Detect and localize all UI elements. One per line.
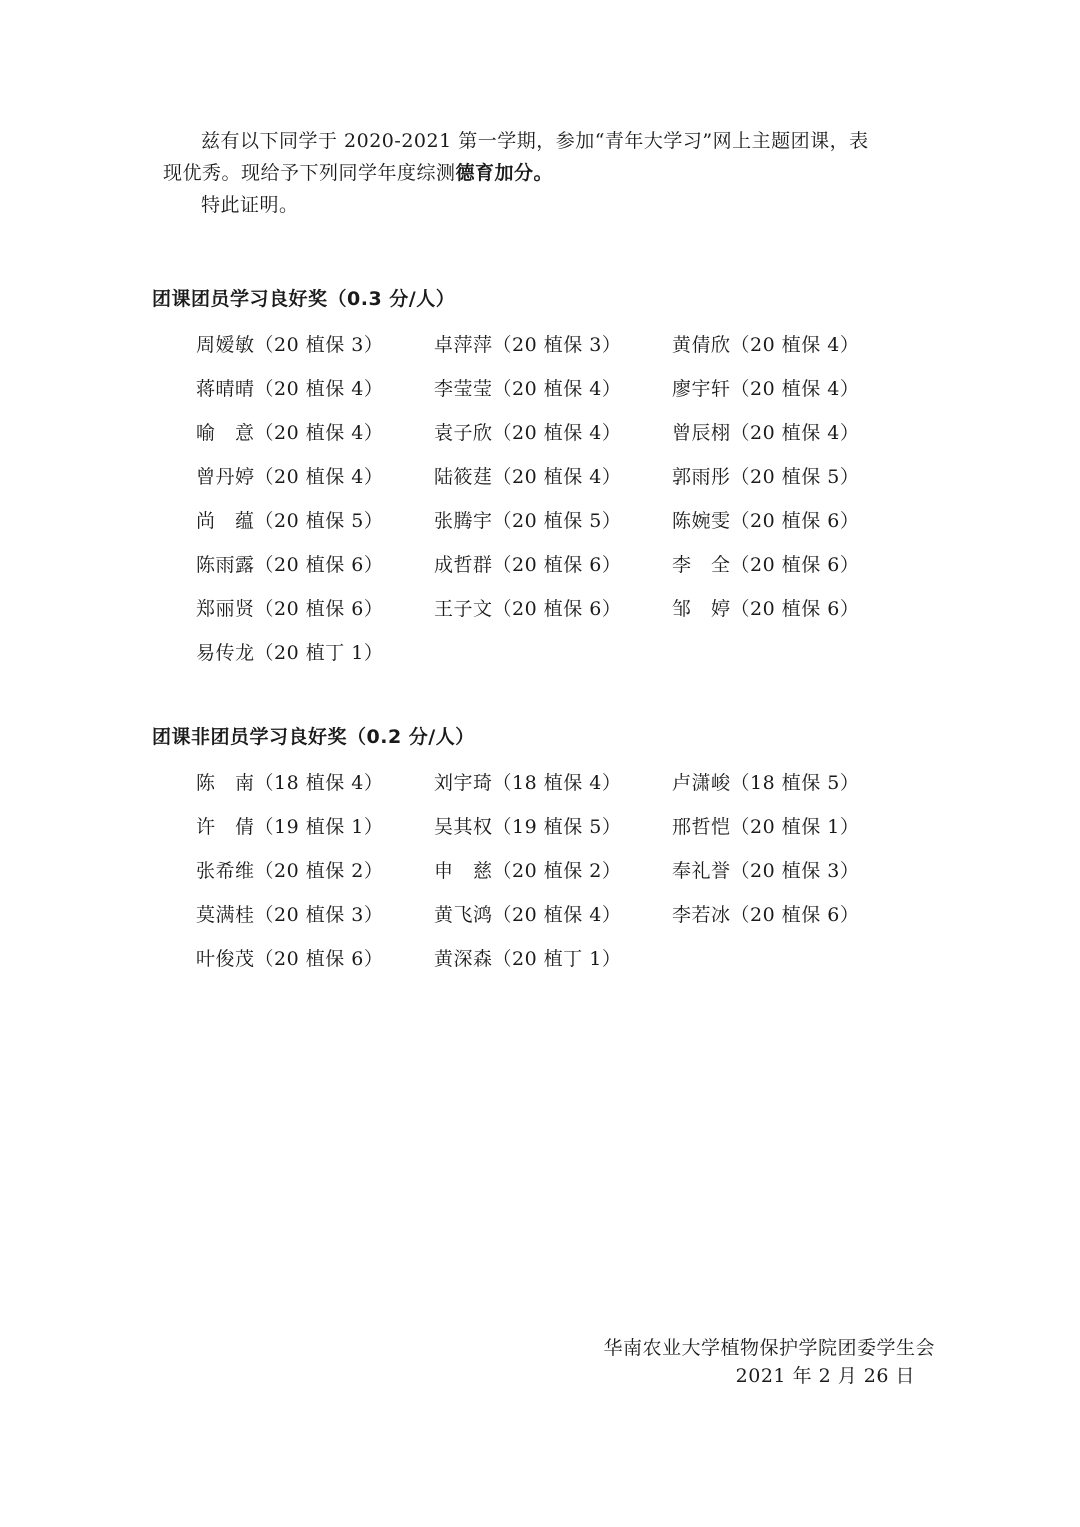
list-item: 奉礼誉（20 植保 3）	[672, 859, 860, 882]
list-item: 曾辰栩（20 植保 4）	[672, 421, 860, 444]
list-item: 叶俊茂（20 植保 6）	[196, 947, 384, 970]
section1-title: 团课团员学习良好奖（0.3 分/人）	[152, 288, 456, 310]
list-item: 刘宇琦（18 植保 4）	[434, 771, 622, 794]
list-item: 李若冰（20 植保 6）	[672, 903, 860, 926]
intro-line-3: 特此证明。	[201, 194, 299, 216]
table-row	[196, 541, 916, 585]
list-item: 曾丹婷（20 植保 4）	[196, 465, 384, 488]
table-row	[196, 321, 916, 365]
intro-paragraph	[163, 125, 908, 221]
intro-line-1: 兹有以下同学于 2020-2021 第一学期，参加“青年大学习”网上主题团课，表	[201, 130, 869, 152]
list-item: 廖宇轩（20 植保 4）	[672, 377, 860, 400]
list-item: 易传龙（20 植丁 1）	[196, 641, 384, 664]
table-row	[196, 891, 916, 935]
table-row	[196, 803, 916, 847]
list-item: 陆筱莛（20 植保 4）	[434, 465, 622, 488]
list-item: 莫满桂（20 植保 3）	[196, 903, 384, 926]
moral-bonus-emphasis: 德育加分。	[455, 162, 554, 184]
list-item: 陈雨露（20 植保 6）	[196, 553, 384, 576]
list-item: 陈婉雯（20 植保 6）	[672, 509, 860, 532]
signature-block	[603, 1334, 935, 1390]
list-item: 喻 意（20 植保 4）	[196, 421, 384, 444]
list-item: 黄飞鸿（20 植保 4）	[434, 903, 622, 926]
list-item: 蒋晴晴（20 植保 4）	[196, 377, 384, 400]
list-item: 黄倩欣（20 植保 4）	[672, 333, 860, 356]
list-item: 陈 南（18 植保 4）	[196, 771, 384, 794]
table-row	[196, 935, 916, 979]
table-row	[196, 585, 916, 629]
list-item: 张腾宇（20 植保 5）	[434, 509, 622, 532]
list-item: 许 倩（19 植保 1）	[196, 815, 384, 838]
intro-line-2	[163, 157, 908, 189]
section2-list	[196, 759, 916, 979]
list-item: 李 全（20 植保 6）	[672, 553, 860, 576]
section1-list	[196, 321, 916, 673]
list-item: 李莹莹（20 植保 4）	[434, 377, 622, 400]
table-row	[196, 365, 916, 409]
section2-title: 团课非团员学习良好奖（0.2 分/人）	[152, 726, 475, 748]
list-item: 邹 婷（20 植保 6）	[672, 597, 860, 620]
list-item: 王子文（20 植保 6）	[434, 597, 622, 620]
table-row	[196, 497, 916, 541]
list-item: 张希维（20 植保 2）	[196, 859, 384, 882]
table-row	[196, 453, 916, 497]
list-item: 郑丽贤（20 植保 6）	[196, 597, 384, 620]
list-item: 吴其权（19 植保 5）	[434, 815, 622, 838]
list-item: 卓萍萍（20 植保 3）	[434, 333, 622, 356]
list-item: 袁子欣（20 植保 4）	[434, 421, 622, 444]
issue-date: 2021 年 2 月 26 日	[735, 1365, 915, 1387]
list-item: 周嫒敏（20 植保 3）	[196, 333, 384, 356]
table-row	[196, 629, 916, 673]
intro-line-2-text: 现优秀。现给予下列同学年度综测	[163, 162, 456, 184]
list-item: 郭雨彤（20 植保 5）	[672, 465, 860, 488]
list-item: 黄深森（20 植丁 1）	[434, 947, 622, 970]
list-item: 申 慈（20 植保 2）	[434, 859, 622, 882]
list-item: 尚 蕴（20 植保 5）	[196, 509, 384, 532]
table-row	[196, 409, 916, 453]
table-row	[196, 759, 916, 803]
issuing-organization: 华南农业大学植物保护学院团委学生会	[603, 1337, 935, 1359]
list-item: 成哲群（20 植保 6）	[434, 553, 622, 576]
list-item: 邢哲恺（20 植保 1）	[672, 815, 860, 838]
table-row	[196, 847, 916, 891]
list-item: 卢潇峻（18 植保 5）	[672, 771, 860, 794]
